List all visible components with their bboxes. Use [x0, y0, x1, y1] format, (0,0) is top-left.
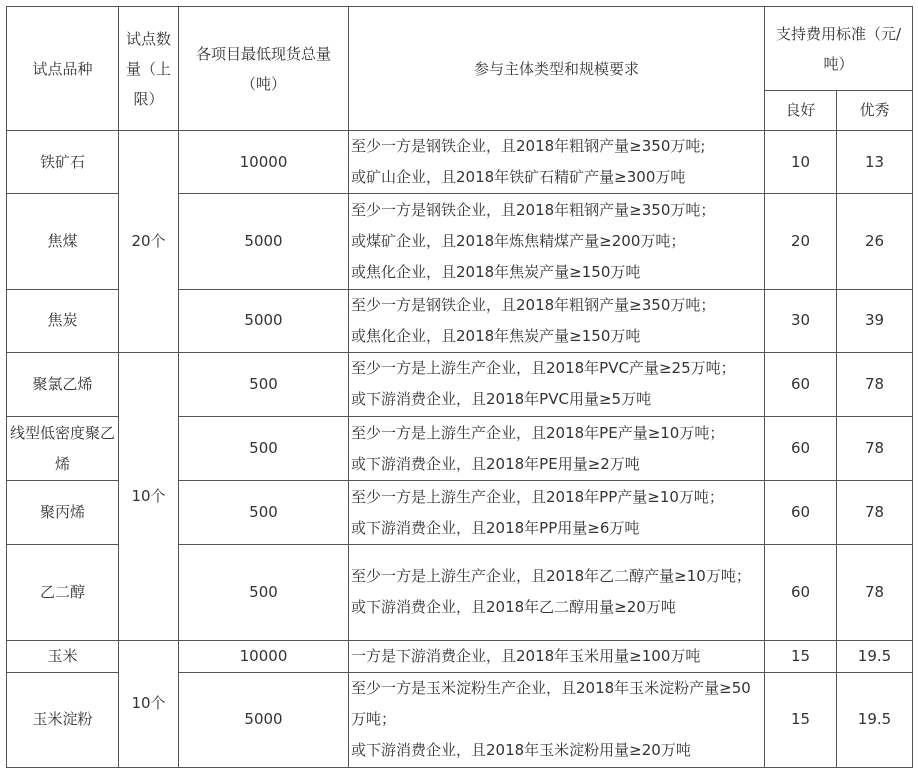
- min-volume-cell: 10000: [179, 131, 349, 194]
- min-volume-cell: 500: [179, 545, 349, 640]
- min-volume-cell: 10000: [179, 640, 349, 672]
- min-volume-cell: 500: [179, 481, 349, 545]
- header-support-fee: 支持费用标准（元/吨）: [765, 7, 913, 91]
- variety-cell: 聚氯乙烯: [7, 352, 119, 416]
- good-fee-cell: 10: [765, 131, 837, 194]
- requirements-cell: [349, 545, 765, 640]
- min-volume-cell: 5000: [179, 194, 349, 289]
- excellent-fee-cell: 26: [837, 194, 913, 289]
- variety-cell: 玉米淀粉: [7, 672, 119, 767]
- good-fee-cell: 15: [765, 672, 837, 767]
- good-fee-cell: 30: [765, 289, 837, 352]
- requirements-cell: [349, 417, 765, 481]
- pilot-varieties-table: [6, 6, 913, 768]
- variety-cell: 聚丙烯: [7, 481, 119, 545]
- excellent-fee-cell: 13: [837, 131, 913, 194]
- good-fee-cell: 60: [765, 352, 837, 416]
- header-excellent: 优秀: [837, 91, 913, 131]
- excellent-fee-cell: 19.5: [837, 640, 913, 672]
- requirement-line: 至少一方是上游生产企业，且2018年PVC产量≥25万吨；: [351, 359, 736, 378]
- good-fee-cell: 60: [765, 417, 837, 481]
- excellent-fee-cell: 78: [837, 545, 913, 640]
- requirement-line: 至少一方是玉米淀粉生产企业，且2018年玉米淀粉产量≥50万吨；: [351, 679, 751, 729]
- min-volume-cell: 5000: [179, 289, 349, 352]
- excellent-fee-cell: 78: [837, 352, 913, 416]
- table-row: [7, 640, 913, 672]
- min-volume-cell: 500: [179, 417, 349, 481]
- requirements-cell: [349, 481, 765, 545]
- requirement-line: 或下游消费企业，且2018年玉米淀粉用量≥20万吨: [351, 741, 691, 760]
- header-variety: 试点品种: [7, 7, 119, 131]
- requirements-cell: [349, 672, 765, 767]
- requirement-line: 或焦化企业，且2018年焦炭产量≥150万吨: [351, 326, 641, 345]
- requirement-line: 至少一方是钢铁企业，且2018年粗钢产量≥350万吨；: [351, 201, 716, 220]
- requirement-line: 一方是下游消费企业，且2018年玉米用量≥100万吨: [351, 646, 701, 665]
- quantity-cell: 10个: [119, 640, 179, 767]
- requirement-line: 或下游消费企业，且2018年乙二醇用量≥20万吨: [351, 598, 676, 617]
- variety-cell: 玉米: [7, 640, 119, 672]
- excellent-fee-cell: 78: [837, 417, 913, 481]
- requirements-cell: [349, 289, 765, 352]
- good-fee-cell: 20: [765, 194, 837, 289]
- header-requirements: 参与主体类型和规模要求: [349, 7, 765, 131]
- variety-cell: 线型低密度聚乙烯: [7, 417, 119, 481]
- good-fee-cell: 60: [765, 481, 837, 545]
- header-min-volume: 各项目最低现货总量（吨）: [179, 7, 349, 131]
- variety-cell: 焦炭: [7, 289, 119, 352]
- quantity-cell: 10个: [119, 352, 179, 640]
- requirement-line: 或下游消费企业，且2018年PE用量≥2万吨: [351, 454, 640, 473]
- quantity-cell: 20个: [119, 131, 179, 353]
- excellent-fee-cell: 78: [837, 481, 913, 545]
- requirements-cell: [349, 131, 765, 194]
- requirement-line: 至少一方是上游生产企业，且2018年乙二醇产量≥10万吨；: [351, 567, 751, 586]
- header-quantity: 试点数量（上限）: [119, 7, 179, 131]
- requirements-cell: [349, 352, 765, 416]
- requirements-cell: [349, 194, 765, 289]
- requirement-line: 或下游消费企业，且2018年PP用量≥6万吨: [351, 518, 640, 537]
- requirement-line: 或矿山企业，且2018年铁矿石精矿产量≥300万吨: [351, 168, 686, 187]
- excellent-fee-cell: 39: [837, 289, 913, 352]
- min-volume-cell: 5000: [179, 672, 349, 767]
- requirement-line: 或焦化企业，且2018年焦炭产量≥150万吨: [351, 263, 641, 282]
- table-row: [7, 131, 913, 194]
- requirement-line: 或煤矿企业，且2018年炼焦精煤产量≥200万吨；: [351, 232, 686, 251]
- header-good: 良好: [765, 91, 837, 131]
- excellent-fee-cell: 19.5: [837, 672, 913, 767]
- min-volume-cell: 500: [179, 352, 349, 416]
- requirement-line: 至少一方是上游生产企业，且2018年PE产量≥10万吨；: [351, 423, 725, 442]
- requirement-line: 至少一方是钢铁企业，且2018年粗钢产量≥350万吨;: [351, 137, 706, 156]
- requirement-line: 至少一方是钢铁企业，且2018年粗钢产量≥350万吨；: [351, 295, 716, 314]
- variety-cell: 铁矿石: [7, 131, 119, 194]
- variety-cell: 焦煤: [7, 194, 119, 289]
- table-row: [7, 352, 913, 416]
- variety-cell: 乙二醇: [7, 545, 119, 640]
- good-fee-cell: 60: [765, 545, 837, 640]
- requirements-cell: [349, 640, 765, 672]
- requirement-line: 或下游消费企业，且2018年PVC用量≥5万吨: [351, 390, 652, 409]
- requirement-line: 至少一方是上游生产企业，且2018年PP产量≥10万吨；: [351, 487, 724, 506]
- good-fee-cell: 15: [765, 640, 837, 672]
